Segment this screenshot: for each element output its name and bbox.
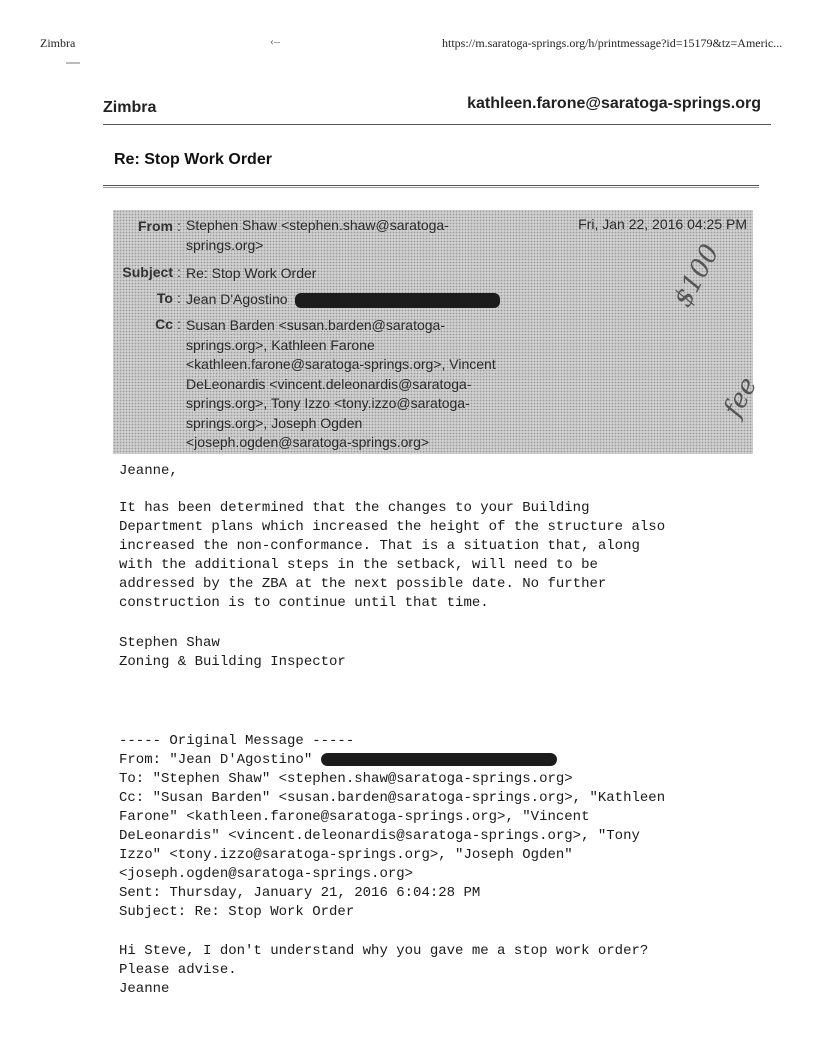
original-line: <joseph.ogden@saratoga-springs.org> xyxy=(119,866,414,882)
body-line: Jeanne, xyxy=(119,463,178,479)
original-message-separator: ----- Original Message ----- xyxy=(119,733,355,749)
from-label: From xyxy=(138,218,173,234)
cc-label: Cc xyxy=(155,316,173,332)
original-subject: Subject: Re: Stop Work Order xyxy=(119,904,355,920)
cc-value-line: DeLeonardis <vincent.deleonardis@saratoga- xyxy=(186,375,472,392)
signature-name: Stephen Shaw xyxy=(119,635,220,651)
divider xyxy=(103,185,759,186)
cc-value-line: <joseph.ogden@saratoga-springs.org> xyxy=(186,434,430,450)
cc-value-line: springs.org>, Tony Izzo <tony.izzo@saratoga- xyxy=(186,395,470,411)
colon: : xyxy=(177,264,181,280)
body-line: with the additional steps in the setback, will need to be xyxy=(119,557,598,573)
subject-value: Re: Stop Work Order xyxy=(186,265,317,281)
print-header xyxy=(0,34,816,54)
account-email: kathleen.farone@saratoga-springs.org xyxy=(467,95,761,112)
body-line: It has been determined that the changes to your Building xyxy=(119,500,590,516)
original-body-line: Jeanne xyxy=(119,981,170,997)
redaction-bar xyxy=(295,293,500,308)
original-from-text: From: "Jean D'Agostino" xyxy=(119,752,313,768)
original-body-line: Please advise. xyxy=(119,962,237,978)
original-line: DeLeonardis" <vincent.deleonardis@saratoga-springs.org>, "Tony xyxy=(119,828,640,844)
cc-value-line: springs.org>, Kathleen Farone xyxy=(186,336,375,353)
cc-value-line: Susan Barden <susan.barden@saratoga- xyxy=(186,317,445,333)
body-line: addressed by the ZBA at the next possible date. No further xyxy=(119,576,607,592)
app-bar xyxy=(103,95,761,119)
divider xyxy=(103,124,771,125)
body-line: construction is to continue until that time. xyxy=(119,595,489,611)
print-header-app: Zimbra xyxy=(40,36,76,50)
signature-title: Zoning & Building Inspector xyxy=(119,654,346,670)
body-line: increased the non-conformance. That is a situation that, along xyxy=(119,538,640,554)
from-value xyxy=(186,216,449,255)
original-line: Izzo" <tony.izzo@saratoga-springs.org>, "Joseph Ogden" xyxy=(119,847,573,863)
redaction-bar xyxy=(321,753,557,766)
scan-mark xyxy=(66,62,80,64)
original-line: Farone" <kathleen.farone@saratoga-springs.org>, "Vincent xyxy=(119,809,590,825)
colon: : xyxy=(177,316,181,332)
subject-label: Subject xyxy=(122,264,173,280)
cc-value-line: springs.org>, Joseph Ogden xyxy=(186,414,363,431)
message-header xyxy=(113,210,753,454)
to-value xyxy=(186,290,500,310)
print-header-mark: ‹– xyxy=(270,34,280,48)
original-body-line: Hi Steve, I don't understand why you gave me a stop work order? xyxy=(119,943,649,959)
divider xyxy=(103,187,759,188)
print-header-url: https://m.saratoga-springs.org/h/printmessage?id=15179&tz=Americ... xyxy=(442,36,783,50)
from-value-line: springs.org> xyxy=(186,236,264,253)
app-name: Zimbra xyxy=(103,99,157,116)
handwritten-note-fee: fee xyxy=(718,372,764,423)
handwritten-note-amount: $100 xyxy=(668,239,726,313)
to-name: Jean D'Agostino xyxy=(186,291,288,307)
from-value-line: Stephen Shaw <stephen.shaw@saratoga- xyxy=(186,217,449,233)
message-date: Fri, Jan 22, 2016 04:25 PM xyxy=(578,216,747,232)
to-label: To xyxy=(156,290,173,306)
message-title: Re: Stop Work Order xyxy=(114,151,272,168)
original-from xyxy=(119,751,557,769)
cc-value xyxy=(186,316,496,453)
colon: : xyxy=(177,290,181,306)
body-line: Department plans which increased the height of the structure also xyxy=(119,519,666,535)
original-line: To: "Stephen Shaw" <stephen.shaw@saratoga-springs.org> xyxy=(119,771,573,787)
cc-value-line: <kathleen.farone@saratoga-springs.org>, Vincent xyxy=(186,356,496,372)
original-line: Cc: "Susan Barden" <susan.barden@saratoga-springs.org>, "Kathleen xyxy=(119,790,666,806)
colon: : xyxy=(177,218,181,234)
original-sent: Sent: Thursday, January 21, 2016 6:04:28 PM xyxy=(119,885,481,901)
